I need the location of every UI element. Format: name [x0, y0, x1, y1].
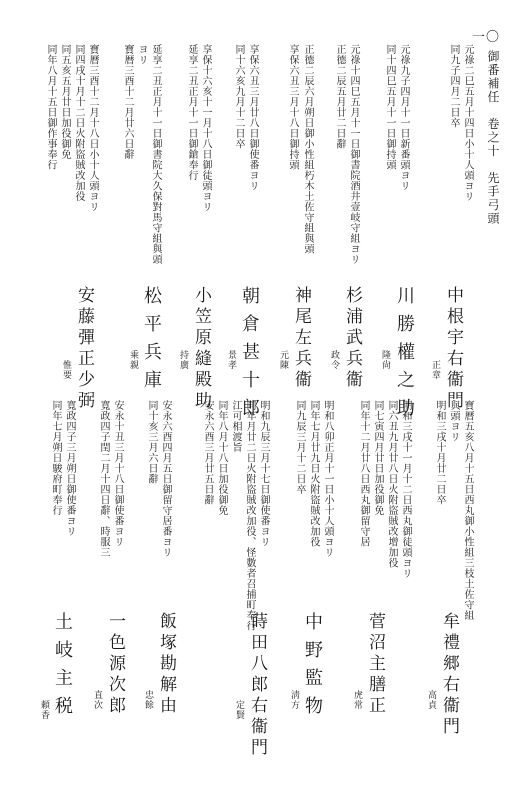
record-line: 同九子四月二日卒	[448, 44, 459, 128]
given-name: 直次	[92, 690, 102, 710]
official-name: 川勝權之助	[394, 286, 415, 426]
page-number: 一〇	[471, 30, 500, 45]
running-header: 御番補任 卷之十 先手弓頭	[486, 50, 500, 226]
given-name: 頼香	[39, 700, 49, 720]
given-name: 隆尙	[380, 350, 390, 370]
given-name: 淸方	[289, 690, 299, 710]
given-name: 景孝	[226, 350, 236, 370]
record-line: 同十六亥九月十二日卒	[233, 44, 244, 149]
record-line: 正德二辰五月廿二日辭	[334, 44, 345, 149]
record-line: 寶暦三酉十二月廿六日辭	[122, 44, 133, 160]
official-name: 小笠原縫殿助	[191, 286, 211, 412]
record-line: 安永六酉四月五日御留守居番ヨリ	[160, 400, 171, 558]
record-line: 享保十六亥十一月十八日御徒頭ヨリ	[200, 44, 211, 212]
record-line: 寶曆三酉十二月十八日小十人頭ヨリ	[87, 44, 98, 212]
record-line: 同七寅四月廿日加役御免	[372, 400, 383, 516]
record-line: 明和八卯正月十一日小十人頭ヨリ	[322, 400, 333, 558]
record-line: 同年七月廿九日火附盜賊改加役	[308, 400, 319, 547]
given-name: 虎常	[352, 690, 362, 710]
record-line: 正德二辰六月朔日御小性組朽木土佐守組與頭	[302, 44, 313, 254]
record-line: 寬政四子閏二月十四日辭、時服三	[98, 400, 109, 558]
record-line: 明和三戌十一月十二日西丸御徒頭ヨリ	[400, 400, 411, 579]
given-name: 乘親	[128, 350, 138, 370]
official-name: 蒔田八郎右衞門	[247, 612, 267, 759]
given-name: 持廣	[178, 350, 188, 370]
official-name: 杉浦武兵衞	[342, 286, 362, 391]
record-line: 同年八月十五日御作事奉行	[45, 44, 56, 170]
record-line: 同年八月十八日加役御免	[216, 400, 227, 516]
record-line: 明和三戌十月廿二日卒	[434, 400, 445, 505]
official-name: 土岐主税	[52, 612, 73, 724]
record-line: 同年月廿二日火附盜賊改加役、怪數者召捕町奉行	[244, 400, 255, 631]
given-name: 定賢	[234, 700, 244, 720]
record-line: 同五亥五月廿日加役御免	[59, 44, 70, 160]
official-name: 飯塚勘解由	[156, 612, 176, 717]
official-name: 神尾左兵衞	[291, 286, 311, 391]
record-line: 同十亥三月六日辭	[146, 400, 157, 484]
record-line: ヨリ	[136, 44, 147, 65]
record-line: 同年七月朔日駿府町奉行	[50, 400, 61, 516]
official-name: 中根宇右衞門	[443, 286, 463, 412]
record-line: 同九辰三月十二日卒	[294, 400, 305, 495]
record-line: 享保六丑三月廿八日御使番ヨリ	[247, 44, 258, 191]
record-line: 延享二丑正月十一日御書院大久保對馬守組與頭	[150, 44, 161, 265]
record-line: 元祿九子四月十一日新番頭ヨリ	[398, 44, 409, 191]
record-line: 元祿二巳五月十四日小十人頭ヨリ	[462, 44, 473, 202]
given-name: 元陳	[278, 350, 288, 370]
official-name: 牟禮郷右衞門	[439, 612, 459, 738]
record-line: 同四戌十月十二日火附盜賊改加役	[73, 44, 84, 202]
record-line: 同十四巳五月十一日御持頭	[384, 44, 395, 170]
record-line: 安永六酉三月廿五日辭	[202, 400, 213, 505]
given-name: 忠餘	[143, 690, 153, 710]
official-name: 朝倉甚十郎	[239, 286, 260, 426]
record-line: 安永十丑三月十八日御使番ヨリ	[112, 400, 123, 547]
record-line: 延享二丑正月十一日御鎗奉行	[186, 44, 197, 181]
record-line: 同年十二月廿八日西丸御留守居	[358, 400, 369, 547]
record-line: 元祿十四巳五月十一日御書院酒井壹岐守組ヨリ	[348, 44, 359, 265]
record-line: 江可相渡旨	[230, 400, 241, 453]
record-line: 同六丑九月廿八日火附盜賊改增加役	[386, 400, 397, 568]
official-name: 松平兵庫	[141, 286, 162, 398]
official-name: 安藤彈正少弼	[74, 286, 94, 412]
official-name: 菅沼主膳正	[365, 612, 385, 717]
record-line: 與頭ヨリ	[448, 400, 459, 442]
official-name: 中野監物	[302, 612, 323, 724]
record-line: 明和九辰三月十七日御使番ヨリ	[258, 400, 269, 547]
given-name: 高貞	[426, 690, 436, 710]
official-name: 一色源次郎	[105, 612, 125, 717]
given-name: 惟要	[61, 360, 71, 380]
record-line: 寶曆五亥八月十五日西丸御小性組三枝土佐守組	[462, 400, 473, 621]
record-line: 享保六丑三月十八日御持頭	[287, 44, 298, 170]
given-name: 正章	[430, 360, 440, 380]
record-line: 寬政四子三月朔日御使番ヨリ	[64, 400, 75, 537]
given-name: 政令	[329, 350, 339, 370]
